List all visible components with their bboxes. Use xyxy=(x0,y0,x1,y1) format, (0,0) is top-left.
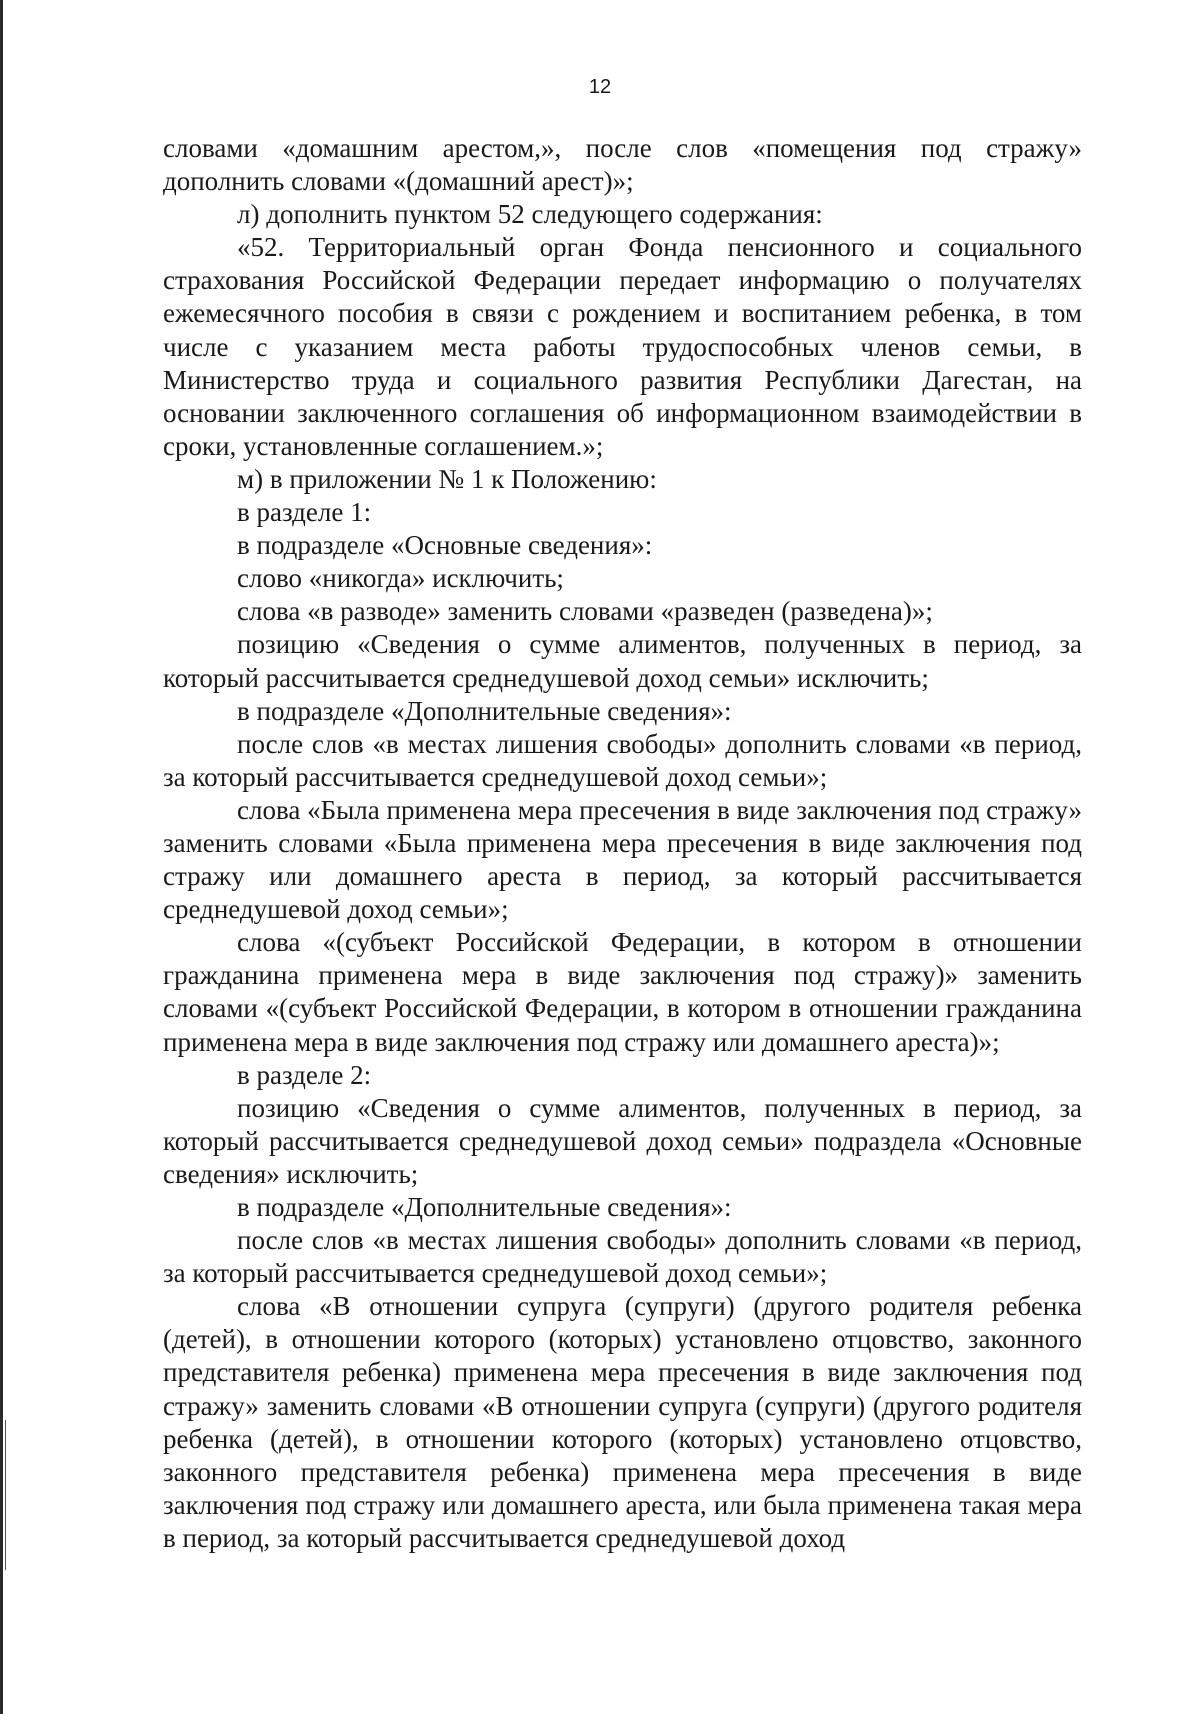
paragraph: слова «(субъект Российской Федерации, в котором в отношении гражданина применена мера в виде заключения под стражу)» заменить словами «(субъект Российской Федерации, в котором в отношении гражданина применена мера в виде заключения под стражу или домашнего ареста)»; xyxy=(163,927,1082,1057)
paragraph: слово «никогда» исключить; xyxy=(237,563,564,594)
paragraph: слова «Была применена мера пресечения в виде заключения под стражу» заменить словами «Была применена мера пресечения в виде заключения под стражу или домашнего ареста в период, за который рассчитывается среднедушевой доход семьи»; xyxy=(163,794,1082,925)
paragraph: «52. Территориальный орган Фонда пенсионного и социального страхования Российской Федерации передает информацию о получателях ежемесячного пособия в связи с рождением и воспитанием ребенка, в том числе с указанием места работы трудоспособных членов семьи, в Министерство труда и социального развития Республики Дагестан, на основании заключенного соглашения об информационном взаимодействии в сроки, установленные соглашением.»; xyxy=(163,232,1082,461)
paragraph: словами «домашним арестом,», после слов «помещения под стражу» дополнить словами «(домашний арест)»; xyxy=(163,133,1082,197)
paragraph: в разделе 1: xyxy=(237,497,372,528)
paragraph: л) дополнить пунктом 52 следующего содержания: xyxy=(237,199,823,230)
paragraph: позицию «Сведения о сумме алиментов, полученных в период, за который рассчитывается среднедушевой доход семьи» подраздела «Основные сведения» исключить; xyxy=(163,1092,1082,1189)
paragraph: в подразделе «Дополнительные сведения»: xyxy=(237,695,732,726)
paragraph: слова «В отношении супруга (супруги) (другого родителя ребенка (детей), в отношении которого (которых) установлено отцовство, законного представителя ребенка) применена мера пресечения в виде заключения под стражу» заменить словами «В отношении супруга (супруги) (другого родителя ребенка (детей), в отношении которого (которых) установлено отцовство, законного представителя ребенка) применена мера пресечения в виде заключения под стражу или домашнего ареста, или была применена такая мера в период, за который рассчитывается среднедушевой доход xyxy=(163,1291,1082,1553)
paragraph: после слов «в местах лишения свободы» дополнить словами «в период, за который рассчитывается среднедушевой доход семьи»; xyxy=(163,728,1082,792)
page-number: 12 xyxy=(588,76,612,98)
paragraph: в разделе 2: xyxy=(237,1059,372,1090)
scan-edge-line xyxy=(0,0,3,1714)
paragraph: после слов «в местах лишения свободы» дополнить словами «в период, за который рассчитывается среднедушевой доход семьи»; xyxy=(163,1225,1082,1289)
paragraph: в подразделе «Основные сведения»: xyxy=(237,530,653,561)
paragraph: слова «в разводе» заменить словами «разведен (разведена)»; xyxy=(237,596,933,627)
scan-edge-mark xyxy=(5,1420,6,1570)
paragraph: м) в приложении № 1 к Положению: xyxy=(237,463,657,494)
paragraph: позицию «Сведения о сумме алиментов, полученных в период, за который рассчитывается среднедушевой доход семьи» исключить; xyxy=(163,629,1082,693)
paragraph: в подразделе «Дополнительные сведения»: xyxy=(237,1192,732,1222)
document-body xyxy=(163,132,1082,1555)
